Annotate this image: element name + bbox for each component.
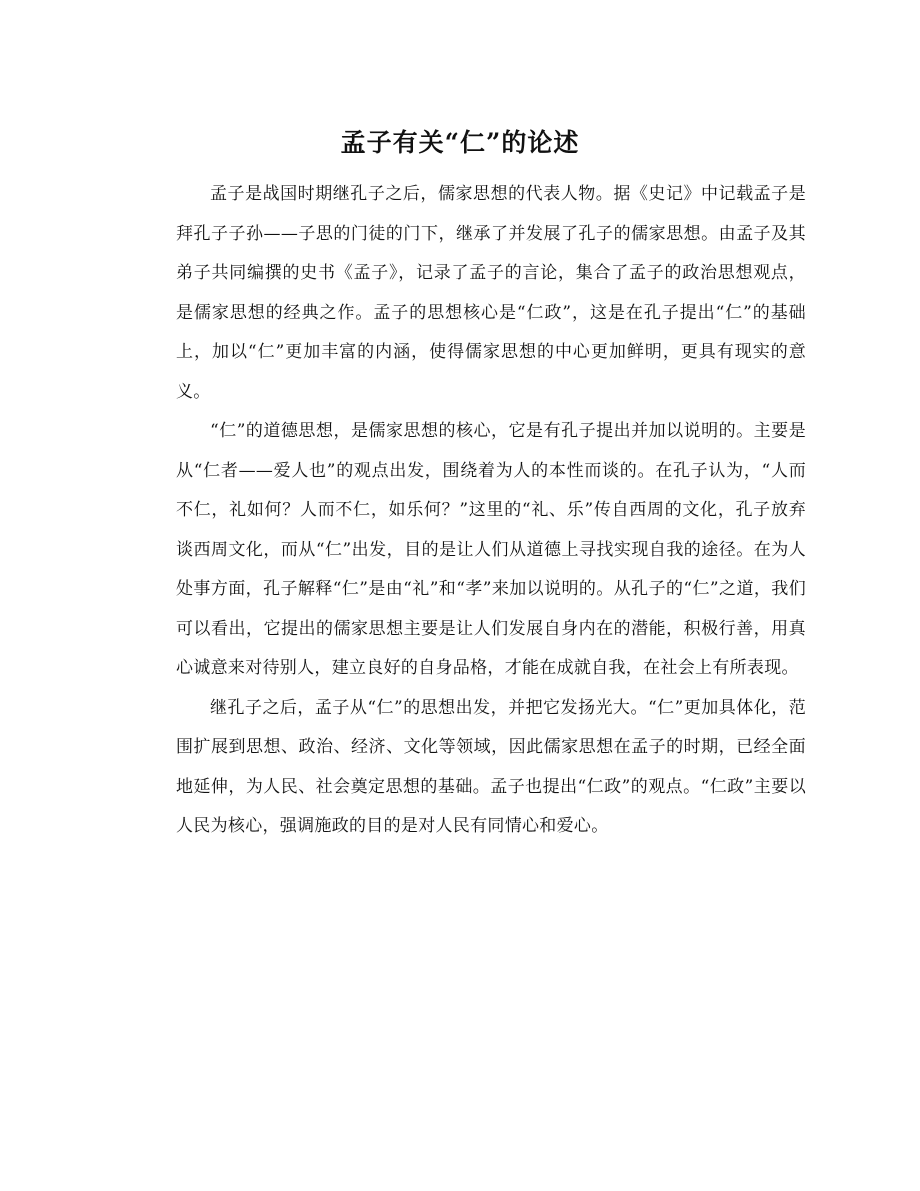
paragraph-2: “仁”的道德思想，是儒家思想的核心，它是有孔子提出并加以说明的。主要是从“仁者——爱人也”的观点出发，围绕着为人的本性而谈的。在孔子认为，“人而不仁，礼如何？人而不仁，如乐何？”这里的“礼、乐”传自西周的文化，孔子放弃谈西周文化，而从“仁”出发，目的是让人们从道德上寻找实现自我的途径。在为人处事方面，孔子解释“仁”是由“礼”和“孝”来加以说明的。从孔子的“仁”之道，我们可以看出，它提出的儒家思想主要是让人们发展自身内在的潜能，积极行善，用真心诚意来对待别人，建立良好的自身品格，才能在成就自我，在社会上有所表现。 xyxy=(176,421,806,678)
paragraph-1: 孟子是战国时期继孔子之后，儒家思想的代表人物。据《史记》中记载孟子是拜孔子子孙——子思的门徒的门下，继承了并发展了孔子的儒家思想。由孟子及其弟子共同编撰的史书《孟子》，记录了孟子的言论，集合了孟子的政治思想观点，是儒家思想的经典之作。孟子的思想核心是“仁政”，这是在孔子提出“仁”的基础上，加以“仁”更加丰富的内涵，使得儒家思想的中心更加鲜明，更具有现实的意义。 xyxy=(176,184,806,402)
page-title: 孟子有关“仁”的论述 xyxy=(340,127,580,157)
paragraph-3: 继孔子之后，孟子从“仁”的思想出发，并把它发扬光大。“仁”更加具体化，范围扩展到思想、政治、经济、文化等领域，因此儒家思想在孟子的时期，已经全面地延伸，为人民、社会奠定思想的基础。孟子也提出“仁政”的观点。“仁政”主要以人民为核心，强调施政的目的是对人民有同情心和爱心。 xyxy=(176,697,806,836)
document-body xyxy=(176,175,806,847)
